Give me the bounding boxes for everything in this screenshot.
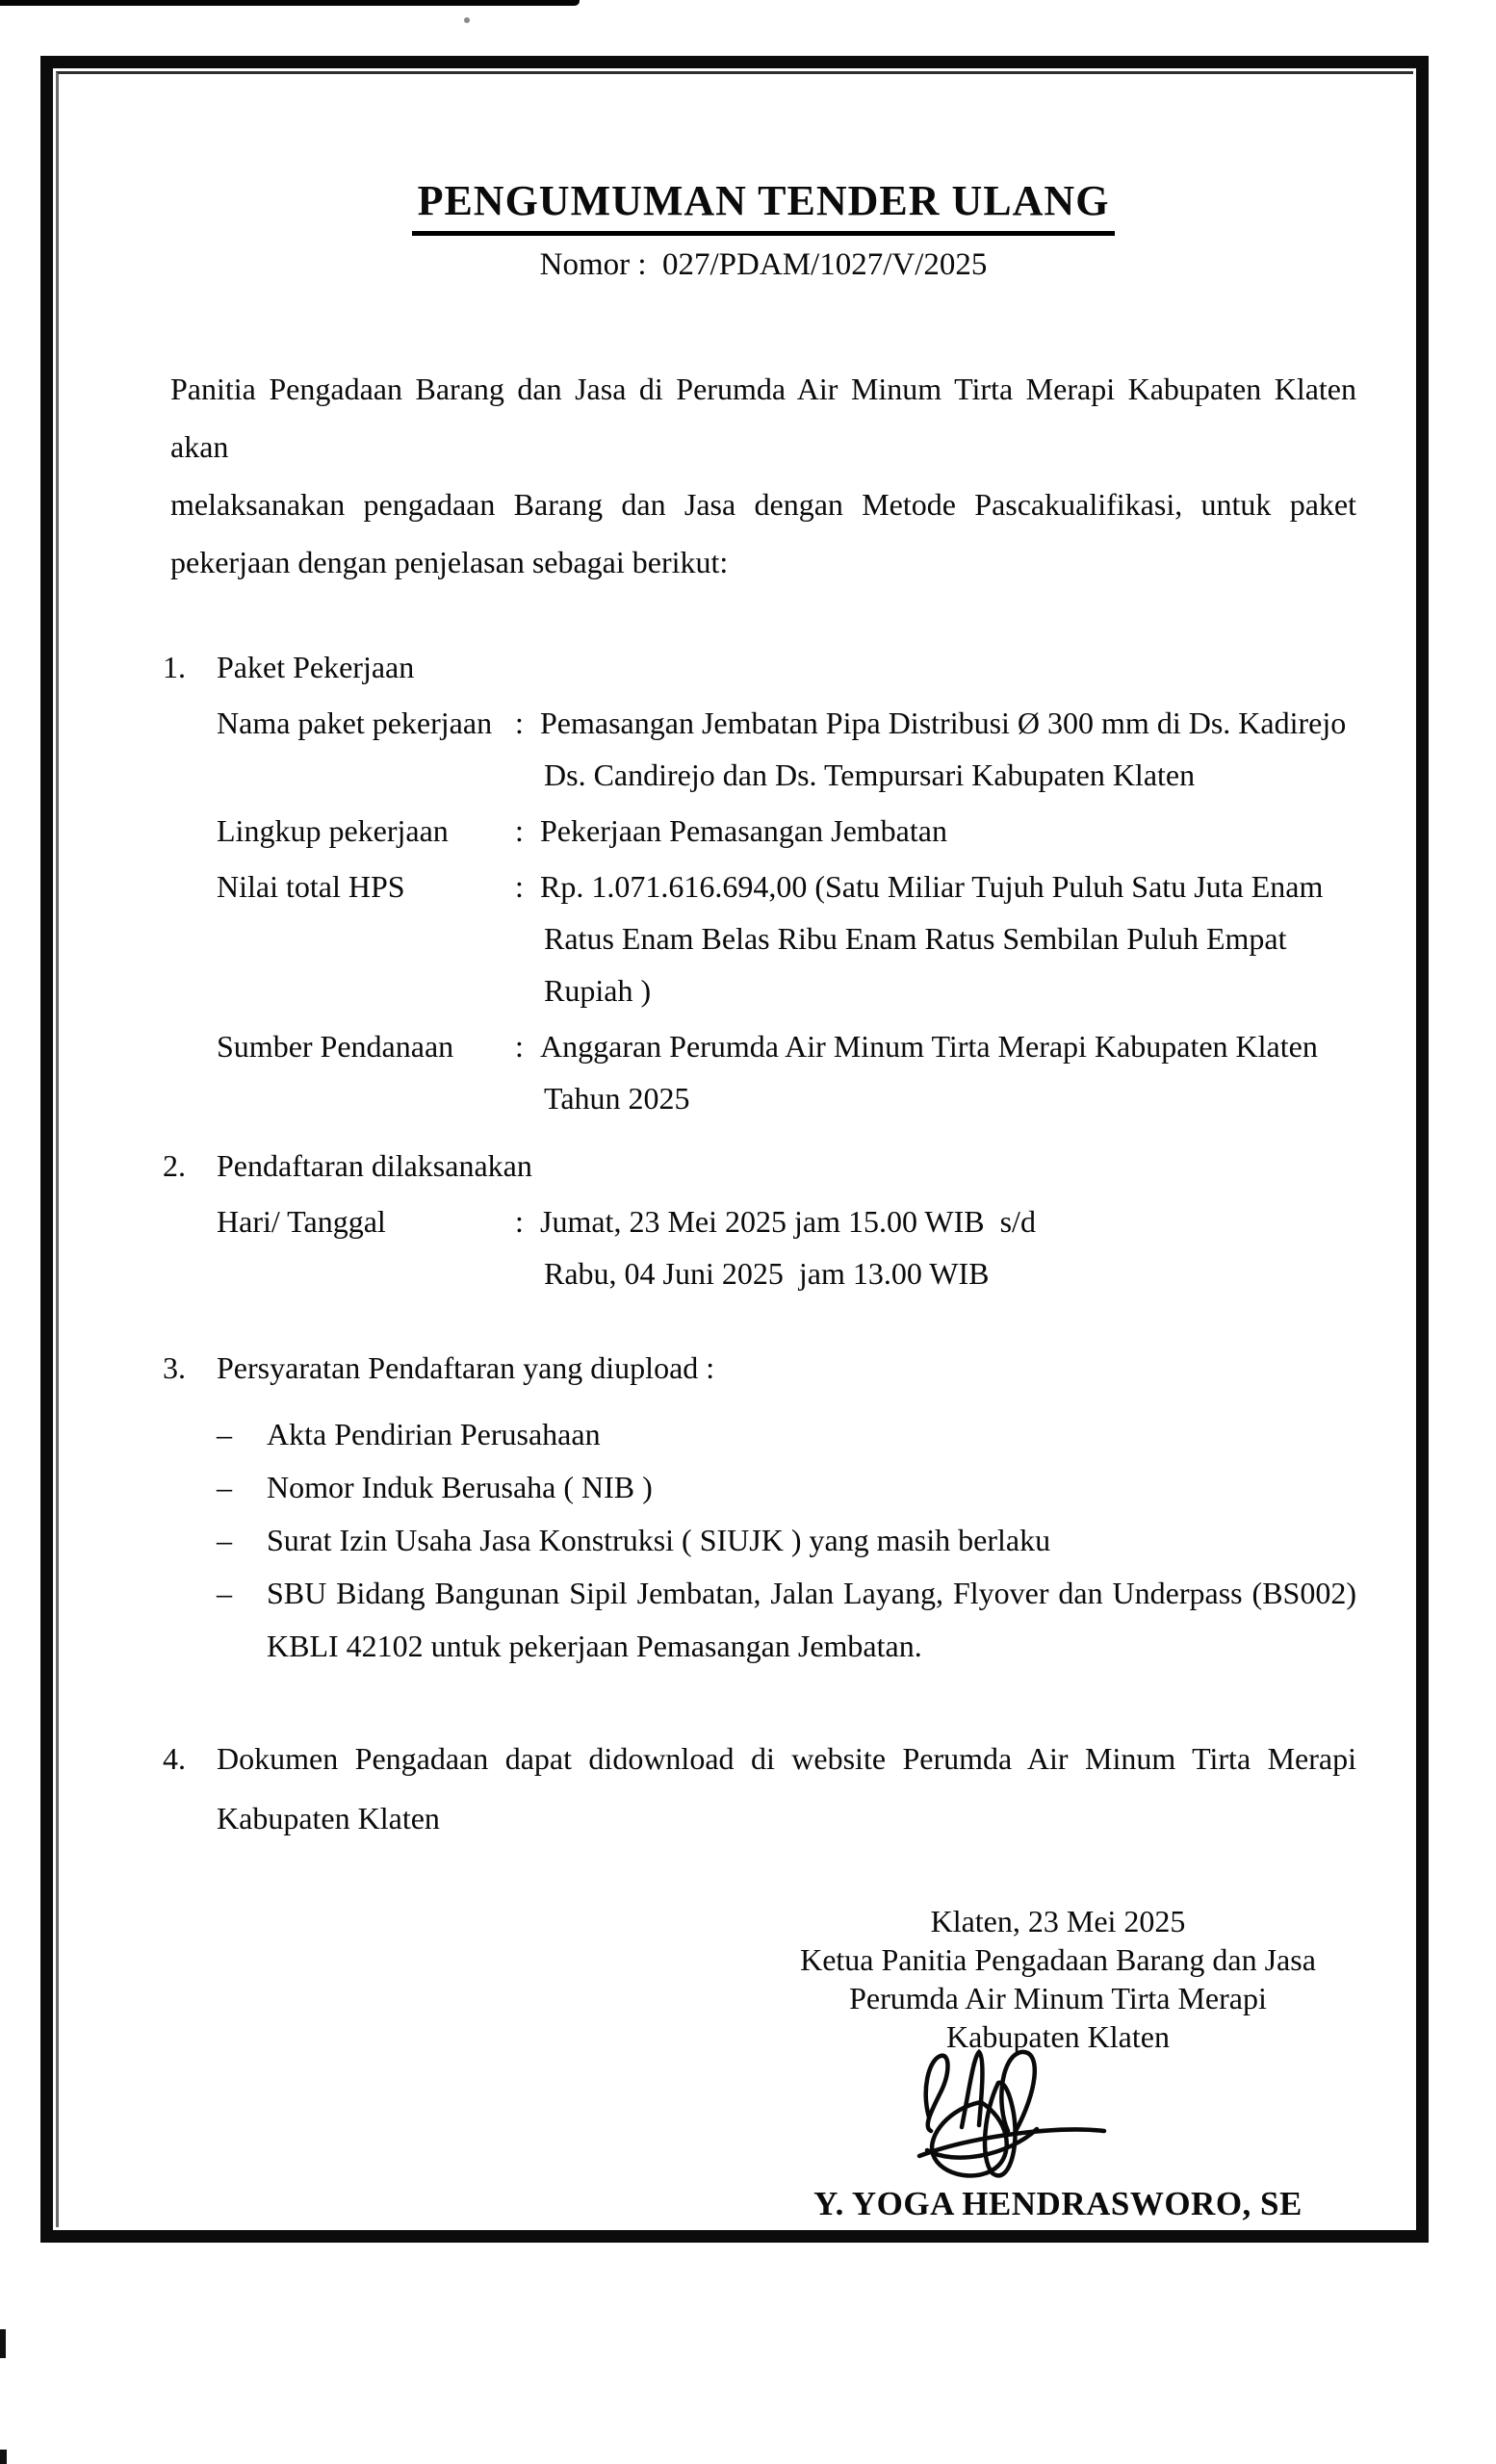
signature-scribble-icon <box>873 2042 1162 2187</box>
signature-role-line: Kabupaten Klaten <box>946 2019 1170 2054</box>
signature-role-line: Ketua Panitia Pengadaan Barang dan Jasa <box>800 1942 1316 1977</box>
kv-label: Hari/ Tanggal <box>217 1204 386 1239</box>
kv-row-hari-tanggal <box>217 1195 1356 1299</box>
dash-marker: – <box>217 1470 232 1504</box>
section-number: 1. <box>163 650 186 684</box>
section-number: 4. <box>163 1741 186 1776</box>
kv-colon: : <box>515 813 524 848</box>
list-item-text: Surat Izin Usaha Jasa Konstruksi ( SIUJK ) yang masih berlaku <box>267 1523 1051 1557</box>
section-paket-pekerjaan <box>163 641 1356 1124</box>
requirement-list <box>217 1408 1356 1673</box>
handwritten-signature <box>729 2042 1306 2187</box>
signature-role-line: Perumda Air Minum Tirta Merapi <box>849 1981 1267 2015</box>
intro-paragraph <box>170 360 1356 591</box>
kv-label: Nilai total HPS <box>217 869 405 904</box>
kv-label: Nama paket pekerjaan <box>217 706 493 740</box>
section-number: 2. <box>163 1148 186 1183</box>
scan-artifact-dot <box>464 17 470 23</box>
dash-marker: – <box>217 1417 232 1451</box>
intro-line: pekerjaan dengan penjelasan sebagai berikut: <box>170 545 729 579</box>
list-item <box>217 1408 1356 1461</box>
kv-row-nama-paket <box>217 697 1356 801</box>
signature-place-date: Klaten, 23 Mei 2025 <box>930 1904 1186 1938</box>
section-persyaratan <box>163 1342 1356 1673</box>
kv-label: Sumber Pendanaan <box>217 1029 454 1064</box>
list-item-text: Akta Pendirian Perusahaan <box>267 1417 601 1451</box>
kv-row-sumber-pendanaan <box>217 1020 1356 1124</box>
kv-value-line: Rp. 1.071.616.694,00 (Satu Miliar Tujuh Puluh Satu Juta Enam <box>540 869 1324 904</box>
list-item-text: Nomor Induk Berusaha ( NIB ) <box>267 1470 653 1504</box>
kv-colon: : <box>515 706 524 740</box>
kv-value-line: Ds. Candirejo dan Ds. Tempursari Kabupaten Klaten <box>544 757 1196 792</box>
list-item <box>217 1461 1356 1514</box>
kv-value-line: Ratus Enam Belas Ribu Enam Ratus Sembilan Puluh Empat <box>544 921 1287 956</box>
kv-label: Lingkup pekerjaan <box>217 813 449 848</box>
kv-value-line: Pekerjaan Pemasangan Jembatan <box>540 813 947 848</box>
intro-line: melaksanakan pengadaan Barang dan Jasa dengan Metode Pascakualifikasi, untuk paket <box>170 487 1356 522</box>
kv-value-line: Jumat, 23 Mei 2025 jam 15.00 WIB s/d <box>540 1204 1036 1239</box>
kv-value-line: Tahun 2025 <box>544 1081 690 1116</box>
kv-value-line: Rupiah ) <box>544 973 652 1008</box>
section-number: 3. <box>163 1350 186 1385</box>
numbered-sections <box>163 641 1356 1848</box>
document-number: Nomor : 027/PDAM/1027/V/2025 <box>539 247 988 282</box>
kv-value-line: Pemasangan Jembatan Pipa Distribusi Ø 300 mm di Ds. Kadirejo <box>540 706 1347 740</box>
section-heading: Pendaftaran dilaksanakan <box>217 1148 532 1183</box>
dash-marker: – <box>217 1576 232 1610</box>
kv-colon: : <box>515 869 524 904</box>
section-pendaftaran <box>163 1140 1356 1299</box>
signatory-name: Y. YOGA HENDRASWORO, SE <box>813 2185 1303 2222</box>
kv-row-nilai-hps <box>217 860 1356 1016</box>
document-title: PENGUMUMAN TENDER ULANG <box>412 176 1116 236</box>
section-text-line: Kabupaten Klaten <box>217 1801 440 1835</box>
kv-value-line: Rabu, 04 Juni 2025 jam 13.00 WIB <box>544 1256 990 1291</box>
list-item-text: KBLI 42102 untuk pekerjaan Pemasangan Jembatan. <box>267 1629 922 1663</box>
kv-colon: : <box>515 1029 524 1064</box>
scan-artifact-left-edge <box>0 2329 6 2358</box>
intro-line: Panitia Pengadaan Barang dan Jasa di Perumda Air Minum Tirta Merapi Kabupaten Klaten akan <box>170 372 1356 464</box>
scan-artifact-left-edge-2 <box>0 2450 7 2464</box>
dash-marker: – <box>217 1523 232 1557</box>
section-dokumen <box>163 1729 1356 1848</box>
section-heading: Paket Pekerjaan <box>217 650 415 684</box>
document-content <box>53 68 1416 2230</box>
list-item <box>217 1514 1356 1567</box>
kv-row-lingkup <box>217 805 1356 857</box>
scan-artifact-top-bar <box>0 0 580 6</box>
signature-block <box>769 1902 1347 2223</box>
section-heading: Persyaratan Pendaftaran yang diupload : <box>217 1350 715 1385</box>
list-item-text: SBU Bidang Bangunan Sipil Jembatan, Jalan Layang, Flyover dan Underpass (BS002) <box>267 1576 1356 1610</box>
section-text-line: Dokumen Pengadaan dapat didownload di website Perumda Air Minum Tirta Merapi <box>217 1741 1356 1776</box>
kv-colon: : <box>515 1204 524 1239</box>
kv-value-line: Anggaran Perumda Air Minum Tirta Merapi Kabupaten Klaten <box>540 1029 1318 1064</box>
document-border-frame <box>40 56 1429 2243</box>
list-item <box>217 1567 1356 1673</box>
